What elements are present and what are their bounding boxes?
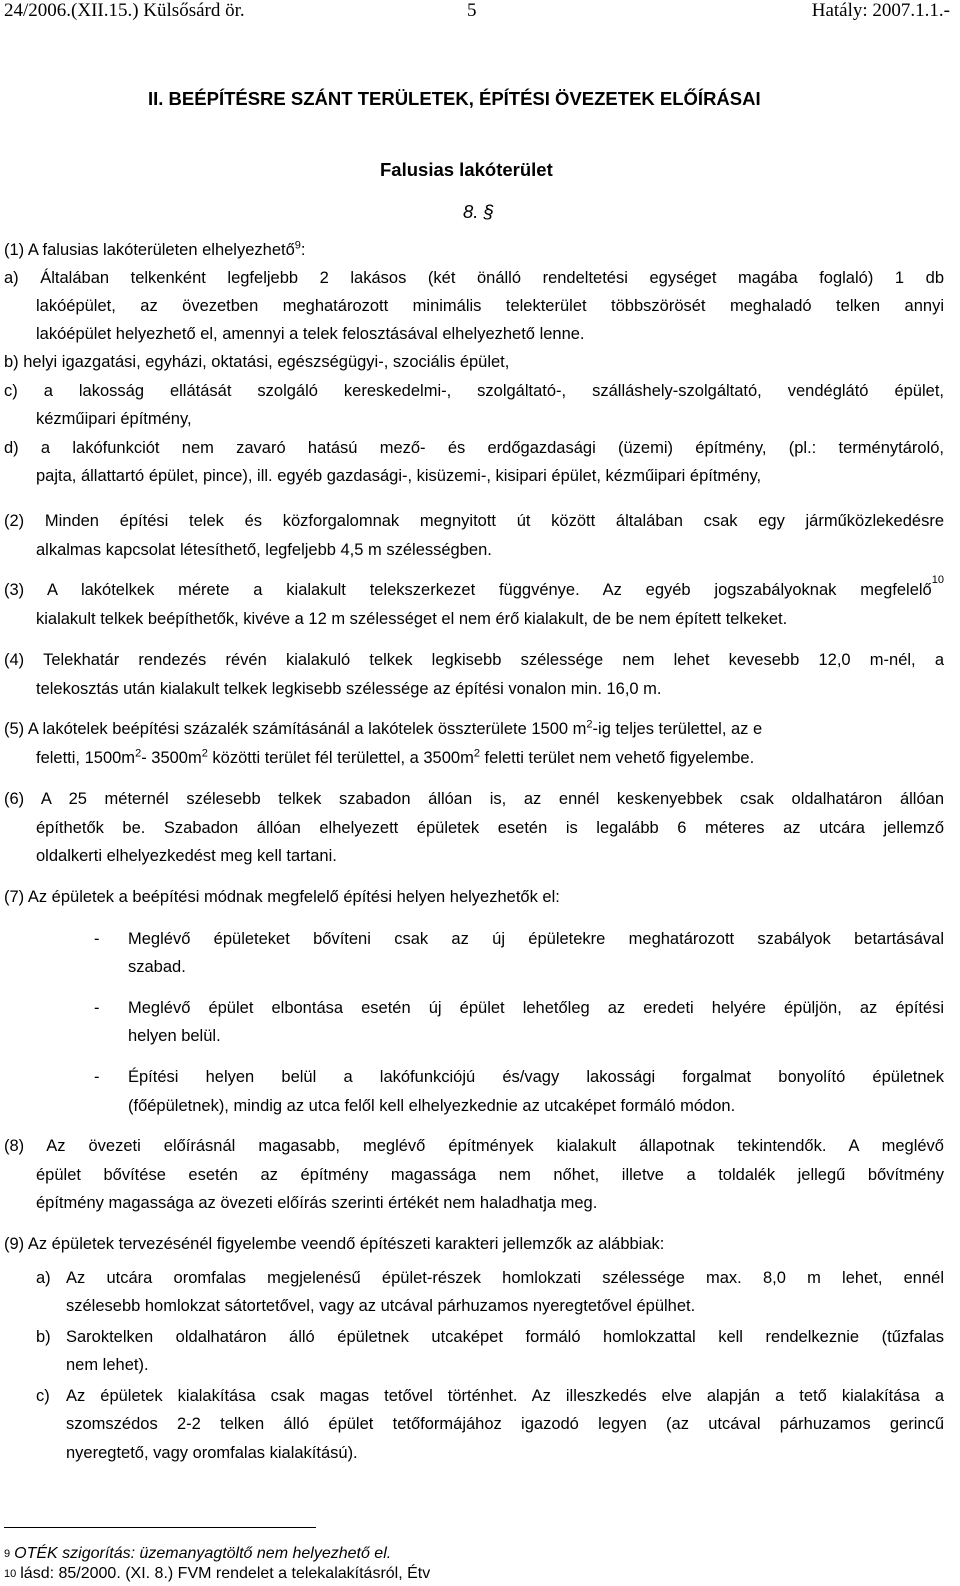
paragraph-1-item-c-line-1: c) a lakosság ellátását szolgáló kereskedelmi-, szolgáltató-, szálláshely-szolgáltató, vendéglátó épület,	[4, 382, 944, 400]
paragraph-9-item-c-line-1: Az épületek kialakítása csak magas tetővel történhet. Az illeszkedés elve alapján a tető kialakítása a	[66, 1387, 944, 1405]
footnote-9: $^9$ OTÉK szigorítás: üzemanyagtöltő nem helyezhető el.	[4, 1545, 392, 1562]
paragraph-8-line-3: építmény magassága az övezeti előírás szerinti értékét nem haladhatja meg.	[36, 1194, 598, 1212]
paragraph-7-item-3-line-1: Építési helyen belül a lakófunkciójú és/vagy lakossági forgalmat bonyolító épületnek	[128, 1068, 944, 1086]
section-number: 8. §	[463, 201, 494, 222]
header-effective-date: Hatály: 2007.1.1.-	[811, 0, 950, 21]
paragraph-7-item-2-line-2: helyen belül.	[128, 1027, 221, 1045]
paragraph-1-intro: (1) A falusias lakóterületen elhelyezhető$^9$:	[4, 239, 306, 259]
chapter-title: II. BEÉPÍTÉSRE SZÁNT TERÜLETEK, ÉPÍTÉSI ÖVEZETEK ELŐÍRÁSAI	[148, 88, 761, 109]
paragraph-9-intro: (9) Az épületek tervezésénél figyelembe veendő építészeti karakteri jellemzők az alábbiak:	[4, 1235, 665, 1253]
paragraph-1-item-b: b) helyi igazgatási, egyházi, oktatási, egészségügyi-, szociális épület,	[4, 353, 510, 371]
paragraph-2-line-2: alkalmas kapcsolat létesíthető, legfeljebb 4,5 m szélességben.	[36, 541, 492, 559]
paragraph-1-item-a-line-2: lakóépület, az övezetben meghatározott minimális telekterület többszörösét meghaladó telken annyi	[36, 297, 944, 315]
footnote-ref-10: 10	[931, 574, 944, 586]
paragraph-1-item-a-line-1: a) Általában telkenként legfeljebb 2 lakásos (két önálló rendeltetési egységet magába foglaló) 1 db	[4, 269, 944, 287]
paragraph-7-item-1-line-2: szabad.	[128, 958, 186, 976]
paragraph-9-item-b-line-2: nem lehet).	[66, 1356, 149, 1374]
paragraph-9-item-c-label: c)	[36, 1387, 50, 1405]
header-page-number: 5	[467, 0, 477, 21]
paragraph-9-item-c-line-3: nyeregtető, vagy oromfalas kialakítású).	[66, 1444, 358, 1462]
paragraph-4-line-2: telekosztás után kialakult telkek legkisebb szélessége az építési vonalon min. 16,0 m.	[36, 680, 662, 698]
paragraph-9-item-a-label: a)	[36, 1269, 51, 1287]
footnote-separator	[4, 1527, 316, 1528]
paragraph-8-line-2: épület bővítése esetén az építmény magassága nem nőhet, illetve a toldalék jellegű bővítmény	[36, 1166, 944, 1184]
footnote-ref-9: 9	[294, 239, 301, 252]
paragraph-9-item-b-line-1: Saroktelken oldalhatáron álló épületnek utcaképet formáló homlokzattal kell rendelkeznie (tűzfalas	[66, 1328, 944, 1346]
paragraph-5-line-1: (5) A lakótelek beépítési százalék számításánál a lakótelek összterülete 1500 $m^2-ig$ teljes területtel, az e	[4, 718, 763, 738]
footnote-10: $^{10}$ lásd: 85/2000. (XI. 8.) FVM rendelet a telekalakításról, Étv	[4, 1565, 431, 1582]
paragraph-9-item-b-label: b)	[36, 1328, 51, 1346]
paragraph-1-item-d-line-1: d) a lakófunkciót nem zavaró hatású mező- és erdőgazdasági (üzemi) építmény, (pl.: terménytároló,	[4, 439, 944, 457]
paragraph-7-item-1-line-1: Meglévő épületeket bővíteni csak az új épületekre meghatározott szabályok betartásával	[128, 930, 944, 948]
paragraph-9-item-a-line-2: szélesebb homlokzat sátortetővel, vagy az utcával párhuzamos nyeregtetővel épülhet.	[66, 1297, 696, 1315]
paragraph-5-line-2: feletti, $1500m^2-$ $3500m^2$ közötti terület fél területtel, a $3500m^2$ feletti terület nem vehető figyelembe.	[36, 747, 755, 767]
paragraph-3-line-1: (3) A lakótelkek mérete a kialakult telekszerkezet függvénye. Az egyéb jogszabályoknak megfelelő 10	[4, 574, 944, 599]
paragraph-8-line-1: (8) Az övezeti előírásnál magasabb, meglévő építmények kialakult állapotnak tekintendők. A meglévő	[4, 1137, 944, 1155]
paragraph-7-item-2-line-1: Meglévő épület elbontása esetén új épület lehetőleg az eredeti helyére épüljön, az építési	[128, 999, 944, 1017]
paragraph-1-item-d-line-2: pajta, állattartó épület, pince), ill. egyéb gazdasági-, kisüzemi-, kisipari épület, kézműipari építmény,	[36, 467, 762, 485]
paragraph-6-line-1: (6) A 25 méternél szélesebb telkek szabadon állóan is, az ennél keskenyebbek csak oldalhatáron állóan	[4, 790, 944, 808]
paragraph-1-item-c-line-2: kézműipari építmény,	[36, 410, 192, 428]
paragraph-9-item-c-line-2: szomszédos 2-2 telken álló épület tetőformájához igazodó legyen (az utcával párhuzamos gerincű	[66, 1415, 944, 1433]
paragraph-7-dash-2: -	[94, 999, 100, 1017]
paragraph-7-dash-3: -	[94, 1068, 100, 1086]
paragraph-7-dash-1: -	[94, 930, 100, 948]
paragraph-2-line-1: (2) Minden építési telek és közforgalomnak megnyitott út között általában csak egy járműközlekedésre	[4, 512, 944, 530]
paragraph-3-line-2: kialakult telkek beépíthetők, kivéve a 12 m szélességet el nem érő kialakult, de be nem épített telkeket.	[36, 610, 788, 628]
paragraph-7-intro: (7) Az épületek a beépítési módnak megfelelő építési helyen helyezhetők el:	[4, 888, 560, 906]
paragraph-7-item-3-line-2: (főépületnek), mindig az utca felől kell elhelyezkednie az utcaképet formáló módon.	[128, 1097, 736, 1115]
paragraph-1-item-a-line-3: lakóépület helyezhető el, amennyi a telek felosztásával elhelyezhető lenne.	[36, 325, 585, 343]
header-reference: 24/2006.(XII.15.) Külsősárd ör.	[4, 0, 245, 21]
paragraph-4-line-1: (4) Telekhatár rendezés révén kialakuló telkek legkisebb szélessége nem lehet kevesebb 12,0 m-nél, a	[4, 651, 944, 669]
paragraph-6-line-3: oldalkerti elhelyezkedést meg kell tartani.	[36, 847, 337, 865]
paragraph-6-line-2: építhetők be. Szabadon állóan elhelyezett épületek esetén is legalább 6 méteres az utcára jellemző	[36, 819, 944, 837]
zone-subtitle: Falusias lakóterület	[380, 159, 553, 180]
paragraph-9-item-a-line-1: Az utcára oromfalas megjelenésű épület-részek homlokzati szélessége max. 8,0 m lehet, ennél	[66, 1269, 944, 1287]
